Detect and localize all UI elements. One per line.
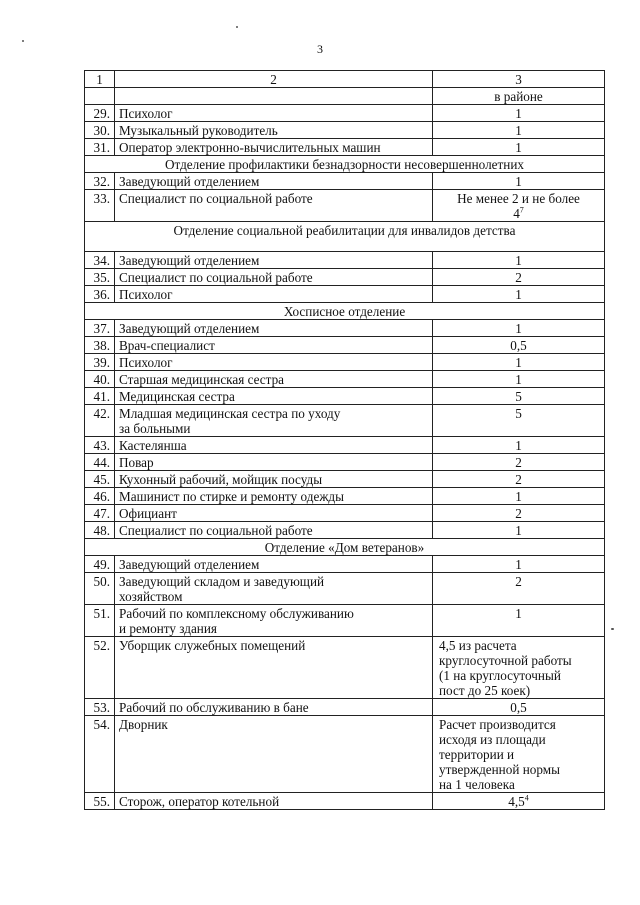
staff-count: 0,5	[510, 338, 527, 353]
row-number: 46.	[85, 488, 115, 505]
staff-count: 2	[515, 574, 522, 589]
table-row	[85, 173, 605, 190]
position-name-cell	[115, 522, 433, 539]
header-col-3: 3	[433, 71, 605, 88]
position-name-cell	[115, 139, 433, 156]
staff-count-line: исходя из площади	[439, 732, 546, 747]
staff-count-cell	[433, 605, 605, 637]
staff-count-cell	[433, 716, 605, 793]
position-name-cell	[115, 388, 433, 405]
table-row	[85, 699, 605, 716]
position-name: Оператор электронно-вычислительных машин	[119, 140, 381, 155]
position-name: Заведующий складом и заведующий	[119, 574, 325, 589]
scan-speck	[236, 26, 238, 28]
table-row	[85, 454, 605, 471]
table-row	[85, 122, 605, 139]
position-name-cell	[115, 105, 433, 122]
table-row	[85, 388, 605, 405]
table-row	[85, 286, 605, 303]
table-row	[85, 371, 605, 388]
position-name-cell	[115, 699, 433, 716]
position-name: Заведующий отделением	[119, 557, 260, 572]
position-name-cell	[115, 556, 433, 573]
position-name-cell	[115, 286, 433, 303]
position-name-cell	[115, 437, 433, 454]
table-row	[85, 105, 605, 122]
staff-count-cell	[433, 354, 605, 371]
position-name: Сторож, оператор котельной	[119, 794, 280, 809]
staff-count-line: круглосуточной работы	[439, 653, 572, 668]
position-name: Психолог	[119, 106, 173, 121]
position-name: Машинист по стирке и ремонту одежды	[119, 489, 344, 504]
staff-count: 5	[515, 406, 522, 421]
staff-count-cell	[433, 371, 605, 388]
table-row	[85, 573, 605, 605]
section-header-row	[85, 222, 605, 252]
header-continuation-text: в районе	[433, 88, 605, 105]
position-name: Психолог	[119, 287, 173, 302]
row-number: 42.	[85, 405, 115, 437]
row-number: 40.	[85, 371, 115, 388]
row-number: 45.	[85, 471, 115, 488]
position-name: Рабочий по обслуживанию в бане	[119, 700, 309, 715]
staff-count: 2	[515, 455, 522, 470]
table-row	[85, 522, 605, 539]
staff-count: 2	[515, 270, 522, 285]
table-row	[85, 556, 605, 573]
row-number: 37.	[85, 320, 115, 337]
page-number: 3	[317, 42, 323, 56]
position-name: Психолог	[119, 355, 173, 370]
table-row	[85, 471, 605, 488]
staff-count-cell	[433, 388, 605, 405]
staff-count: 1	[515, 123, 522, 138]
position-name: Специалист по социальной работе	[119, 191, 313, 206]
position-name-cell	[115, 122, 433, 139]
row-number: 38.	[85, 337, 115, 354]
row-number: 33.	[85, 190, 115, 222]
staff-count-cell	[433, 699, 605, 716]
table-header-row	[85, 71, 605, 88]
staff-count-cell	[433, 190, 605, 222]
staff-count-line: Расчет производится	[439, 717, 556, 732]
section-title: Хосписное отделение	[85, 303, 605, 320]
table-row	[85, 320, 605, 337]
position-name: Старшая медицинская сестра	[119, 372, 285, 387]
staff-table	[84, 70, 605, 810]
position-name-cell	[115, 605, 433, 637]
section-header-row	[85, 156, 605, 173]
row-number: 43.	[85, 437, 115, 454]
position-name: Уборщик служебных помещений	[119, 638, 306, 653]
staff-count: 0,5	[510, 700, 527, 715]
position-name: Музыкальный руководитель	[119, 123, 278, 138]
position-name-cell	[115, 354, 433, 371]
table-row	[85, 354, 605, 371]
row-number: 39.	[85, 354, 115, 371]
table-row	[85, 488, 605, 505]
staff-count-cell	[433, 122, 605, 139]
position-name: Дворник	[119, 717, 168, 732]
position-name: Официант	[119, 506, 177, 521]
position-name: Повар	[119, 455, 154, 470]
row-number: 30.	[85, 122, 115, 139]
row-number: 51.	[85, 605, 115, 637]
position-name-cell	[115, 190, 433, 222]
row-number: 55.	[85, 793, 115, 810]
row-number: 32.	[85, 173, 115, 190]
staff-count: 1	[515, 253, 522, 268]
table-row	[85, 437, 605, 454]
staff-count-cell	[433, 286, 605, 303]
section-header-row	[85, 539, 605, 556]
table-row	[85, 139, 605, 156]
staff-count-cell	[433, 105, 605, 122]
position-name-cell	[115, 716, 433, 793]
staff-count-cell	[433, 505, 605, 522]
scan-speck	[22, 40, 24, 42]
position-name: Врач-специалист	[119, 338, 215, 353]
position-name-cell	[115, 405, 433, 437]
row-number: 49.	[85, 556, 115, 573]
staff-count: 1	[515, 438, 522, 453]
staff-count-cell	[433, 437, 605, 454]
position-name-cell	[115, 371, 433, 388]
staff-count-cell	[433, 488, 605, 505]
staff-count-cell	[433, 522, 605, 539]
staff-count-line: утвержденной нормы	[439, 762, 560, 777]
row-number: 50.	[85, 573, 115, 605]
position-name-cell	[115, 454, 433, 471]
table-row	[85, 337, 605, 354]
row-number: 34.	[85, 252, 115, 269]
staff-count-cell	[433, 269, 605, 286]
position-name: Кухонный рабочий, мойщик посуды	[119, 472, 323, 487]
staff-count-cell	[433, 573, 605, 605]
staff-count: 2	[515, 472, 522, 487]
staff-count: 1	[515, 355, 522, 370]
row-number: 29.	[85, 105, 115, 122]
header-col-2: 2	[115, 71, 433, 88]
staff-count: 5	[515, 389, 522, 404]
position-name: Специалист по социальной работе	[119, 270, 313, 285]
row-number: 31.	[85, 139, 115, 156]
staff-count: 1	[515, 140, 522, 155]
position-name-cell	[115, 793, 433, 810]
staff-count: 1	[515, 489, 522, 504]
staff-count: 1	[515, 287, 522, 302]
header-col-1: 1	[85, 71, 115, 88]
staff-count-cell	[433, 471, 605, 488]
table-header-continuation-row	[85, 88, 605, 105]
position-name-cell	[115, 320, 433, 337]
position-name: Рабочий по комплексному обслуживанию	[119, 606, 354, 621]
staff-count-cell	[433, 320, 605, 337]
staff-count-cell	[433, 337, 605, 354]
table-row	[85, 716, 605, 793]
staff-count-line: на 1 человека	[439, 777, 515, 792]
staff-count: 1	[515, 606, 522, 621]
position-name-continued: и ремонту здания	[119, 621, 217, 636]
row-number: 48.	[85, 522, 115, 539]
table-row	[85, 605, 605, 637]
position-name-continued: хозяйством	[119, 589, 183, 604]
staff-count: 1	[515, 523, 522, 538]
position-name-cell	[115, 471, 433, 488]
staff-count-cell	[433, 252, 605, 269]
staff-count-line: пост до 25 коек)	[439, 683, 531, 698]
row-number: 44.	[85, 454, 115, 471]
position-name: Заведующий отделением	[119, 253, 260, 268]
table-row	[85, 405, 605, 437]
position-name-cell	[115, 505, 433, 522]
position-name: Заведующий отделением	[119, 174, 260, 189]
staff-count-line: 4,5 из расчета	[439, 638, 517, 653]
staff-count-continued: 4	[513, 206, 520, 221]
staff-count: 2	[515, 506, 522, 521]
row-number: 35.	[85, 269, 115, 286]
staff-count: 1	[515, 557, 522, 572]
row-number: 52.	[85, 637, 115, 699]
table-row	[85, 793, 605, 810]
scan-speck	[611, 628, 614, 630]
staff-count-cell	[433, 793, 605, 810]
table-row	[85, 190, 605, 222]
staff-count-cell	[433, 405, 605, 437]
position-name-cell	[115, 573, 433, 605]
footnote-marker: 4	[524, 793, 529, 803]
table-row	[85, 637, 605, 699]
staff-count: 1	[515, 321, 522, 336]
section-header-row	[85, 303, 605, 320]
row-number: 47.	[85, 505, 115, 522]
staff-count-line: (1 на круглосуточный	[439, 668, 561, 683]
position-name-cell	[115, 269, 433, 286]
position-name: Специалист по социальной работе	[119, 523, 313, 538]
position-name: Младшая медицинская сестра по уходу	[119, 406, 341, 421]
staff-count-cell	[433, 454, 605, 471]
staff-count: Не менее 2 и не более	[457, 191, 580, 206]
position-name: Кастелянша	[119, 438, 187, 453]
row-number: 36.	[85, 286, 115, 303]
section-title: Отделение «Дом ветеранов»	[85, 539, 605, 556]
position-name-cell	[115, 488, 433, 505]
position-name-cell	[115, 337, 433, 354]
table-row	[85, 269, 605, 286]
position-name: Заведующий отделением	[119, 321, 260, 336]
row-number: 54.	[85, 716, 115, 793]
position-name-cell	[115, 637, 433, 699]
staff-count-cell	[433, 637, 605, 699]
staff-count: 4,5	[508, 794, 525, 809]
table-row	[85, 505, 605, 522]
staff-count-cell	[433, 139, 605, 156]
position-name-cell	[115, 173, 433, 190]
staff-count-cell	[433, 173, 605, 190]
table-row	[85, 252, 605, 269]
staff-count-line: территории и	[439, 747, 515, 762]
staff-count: 1	[515, 106, 522, 121]
position-name: Медицинская сестра	[119, 389, 235, 404]
staff-count-cell	[433, 556, 605, 573]
row-number: 41.	[85, 388, 115, 405]
row-number: 53.	[85, 699, 115, 716]
section-title: Отделение социальной реабилитации для инвалидов детства	[85, 222, 605, 252]
staff-count: 1	[515, 174, 522, 189]
position-name-continued: за больными	[119, 421, 191, 436]
position-name-cell	[115, 252, 433, 269]
footnote-marker: 7	[519, 205, 524, 215]
section-title: Отделение профилактики безнадзорности несовершеннолетних	[85, 156, 605, 173]
staff-count: 1	[515, 372, 522, 387]
